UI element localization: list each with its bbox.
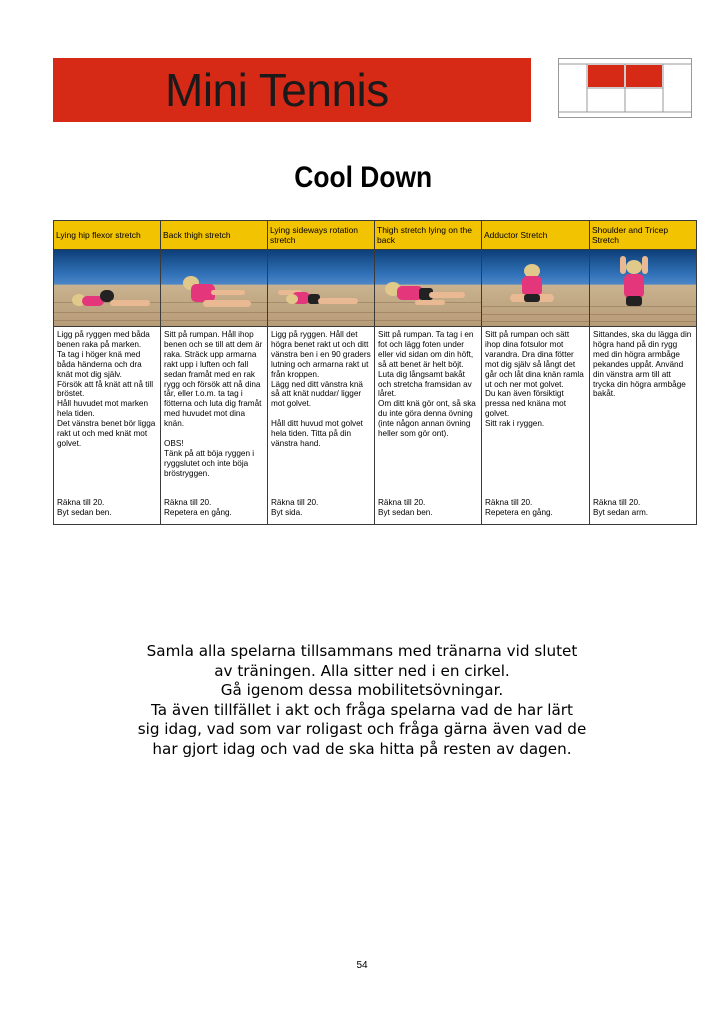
banner-title: Mini Tennis [165,64,389,116]
exercise-name: Thigh stretch lying on the back [375,221,482,250]
exercise-name: Lying hip flexor stretch [54,221,161,250]
paragraph-line: Gå igenom dessa mobilitetsövningar. [220,681,504,700]
exercise-instructions [161,327,268,525]
exercise-photo [161,250,267,326]
exercise-count: Räkna till 20. Byt sedan arm. [593,498,649,518]
page-title: Cool Down [294,161,433,194]
exercise-count: Räkna till 20. Byt sedan ben. [57,498,112,518]
exercise-count: Räkna till 20. Byt sida. [271,498,319,518]
exercise-table [53,220,697,525]
exercise-name: Lying sideways rotation stretch [268,221,375,250]
exercise-description: Ligg på ryggen med båda benen raka på marken. Ta tag i höger knä med båda händerna och dra knät mot dig själv. Försök att få knät att nå till bröstet. Håll huvudet mot marken hela tiden. Det vänstra benet bör ligga rakt ut och med knät mot golvet. [57,330,156,448]
title-banner [53,58,531,122]
exercise-instructions [375,327,482,525]
exercise-photo [375,250,481,326]
exercise-name: Back thigh stretch [161,221,268,250]
exercise-photo-cell [590,250,697,327]
paragraph-line: har gjort idag och vad de ska hitta på resten av dagen. [152,739,572,758]
exercise-count: Räkna till 20. Byt sedan ben. [378,498,433,518]
exercise-instructions [590,327,697,525]
exercise-photo-cell [482,250,590,327]
exercise-instructions [54,327,161,525]
exercise-name: Shoulder and Tricep Stretch [590,221,697,250]
exercise-photo [268,250,374,326]
exercise-count: Räkna till 20. Repetera en gång. [485,498,553,518]
exercise-description: Sitt på rumpan. Håll ihop benen och se till att dem är raka. Sträck upp armarna rakt upp i luften och fall sedan framåt med en rak rygg och försök att nå dina tår, eller t.o.m. ta tag i fötterna och luta dig framåt med huvudet mot dina knän. OBS! Tänk på att böja ryggen i ryggslutet och inte böja bröstryggen. [164,330,263,478]
exercise-name: Adductor Stretch [482,221,590,250]
exercise-photo-cell [375,250,482,327]
page-number: 54 [356,960,368,971]
exercise-instructions [268,327,375,525]
paragraph-line: sig idag, vad som var roligast och fråga gärna även vad de [137,720,587,739]
paragraph-line: Ta även tillfället i akt och fråga spelarna vad de har lärt [151,700,573,719]
exercise-description: Sitt på rumpan. Ta tag i en fot och lägg foten under eller vid sidan om din höft, så att benet är helt böjt. Luta dig långsamt bakåt och stretcha framsidan av låret. Om ditt knä gör ont, så ska du inte göra denna övning (inte någon annan övning heller som gör ont). [378,330,476,439]
instructions-paragraph [120,642,604,760]
exercise-photo-cell [161,250,268,327]
tennis-court-icon [558,58,692,118]
exercise-photo [590,250,696,326]
exercise-photo [482,250,589,326]
exercise-instructions [482,327,590,525]
exercise-description: Ligg på ryggen. Håll det högra benet rakt ut och ditt vänstra ben i en 90 graders lutning och armarna rakt ut från kroppen. Lägg ned ditt vänstra knä så att knät nuddar/ ligger mot golvet. Håll ditt huvud mot golvet hela tiden. Titta på din vänstra hand. [271,330,371,448]
exercise-photo-cell [268,250,375,327]
exercise-count: Räkna till 20. Repetera en gång. [164,498,232,518]
exercise-photo [54,250,160,326]
exercise-photo-cell [54,250,161,327]
exercise-description: Sitt på rumpan och sätt ihop dina fotsulor mot varandra. Dra dina fötter mot dig själv så långt det går och låt dina knän ramla ut och ner mot golvet. Du kan även försiktigt pressa ned knäna mot golvet. Sitt rak i ryggen. [485,330,584,429]
exercise-description: Sittandes, ska du lägga din högra hand på din rygg med din högra armbåge pekandes uppåt. Använd din vänstra arm till att trycka din högra armbåge bakåt. [593,330,692,399]
paragraph-line: Samla alla spelarna tillsammans med tränarna vid slutet [146,642,578,660]
paragraph-line: av träningen. Alla sitter ned i en cirkel. [214,661,510,680]
